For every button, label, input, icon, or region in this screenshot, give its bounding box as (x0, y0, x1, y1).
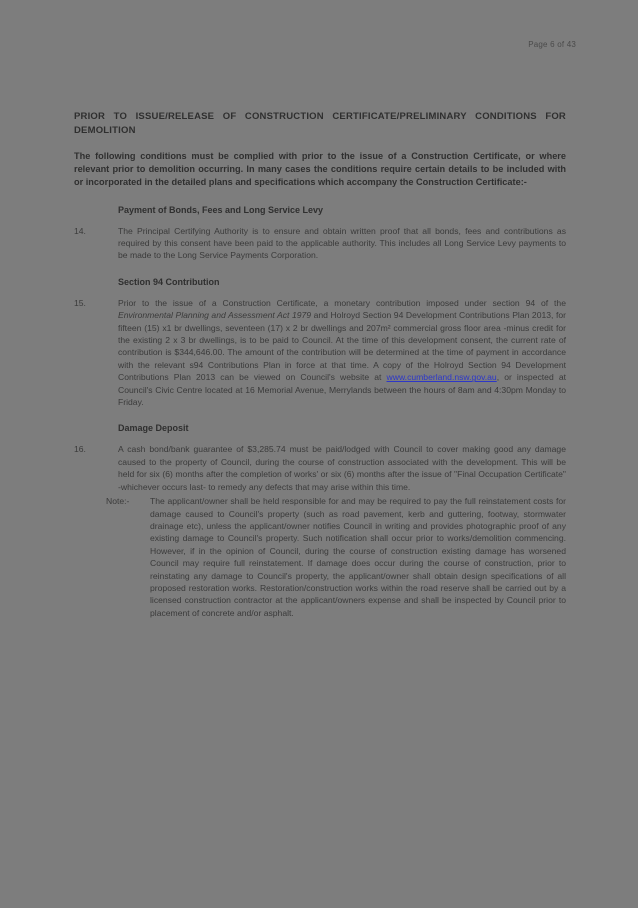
document-content (74, 110, 566, 633)
clause-15-text-part3: , or inspected at Council's Civic Centre located at 16 Memorial Avenue, Merrylands between the hours of 8am and 4:30pm Monday to Friday. (118, 372, 566, 408)
section-heading-section94: Section 94 Contribution (118, 276, 220, 287)
page-title: PRIOR TO ISSUE/RELEASE OF CONSTRUCTION CERTIFICATE/PRELIMINARY CONDITIONS FOR DEMOLITION (74, 111, 566, 136)
clause-15-number: 15. (74, 297, 86, 308)
intro-paragraph: The following conditions must be complied with prior to the issue of a Construction Certificate, or where relevant prior to demolition occurring. In many cases the conditions require certain details to be included with or incorporated in the detailed plans and specifications which accompany the Construction Certificate:- (74, 151, 566, 188)
clause-15-act-citation: Environmental Planning and Assessment Act 1979 (118, 310, 312, 321)
clause-16-note (106, 495, 566, 619)
clause-14-number: 14. (74, 225, 86, 236)
clause-15-text (118, 297, 566, 409)
clause-14-text: The Principal Certifying Authority is to ensure and obtain written proof that all bonds, fees and contributions as required by this consent have been paid to the applicable authority. This includes all Long Service Levy payments to be made to the Long Service Payments Corporation. (118, 225, 566, 261)
section-heading-bonds: Payment of Bonds, Fees and Long Service Levy (118, 204, 324, 215)
clause-15-text-part2: and Holroyd Section 94 Development Contributions Plan 2013, for fifteen (15) x1 br dwellings, seventeen (17) x 2 br dwellings and 207m² commercial gross floor area -minus credit for the existing 2 x 3 br dwellings, is to be paid to Council. At the time of this development consent, the current rate of contribution is $344,646.00. The amount of the contribution will be determined at the time of payment in accordance with the relevant s94 Contributions Plan in force at that time. A copy of the Holroyd Section 94 Development Contributions Plan 2013 can be viewed on Council's website at (118, 310, 566, 383)
clause-16 (74, 443, 566, 619)
council-website-link[interactable]: www.cumberland.nsw.gov.au (386, 372, 497, 383)
clause-15-text-part1: Prior to the issue of a Construction Certificate, a monetary contribution imposed under section 94 of the (118, 297, 566, 308)
clause-16-number: 16. (74, 444, 86, 455)
note-text: The applicant/owner shall be held responsible for and may be required to pay the full reinstatement costs for damage caused to Council's property (such as road pavement, kerb and guttering, footway, stormwater drainage etc), unless the applicant/owner notifies Council in writing and provides photographic proof of any existing damage to Council's property. Such notification shall occur prior to works/demolition commencing. However, if in the opinion of Council, during the course of construction existing damage has worsened Council may require full reinstatement. If damage does occur during the course of construction, prior to reinstating any damage to Council's property, the applicant/owner shall obtain design specifications of all proposed restoration works. Restoration/construction works within the road reserve shall be carried out by a licensed construction contractor at the applicant/owners expense and shall be inspected by Council prior to placement of concrete and/or asphalt. (150, 496, 566, 618)
clause-14 (74, 225, 566, 262)
clause-15 (74, 297, 566, 409)
clause-16-text: A cash bond/bank guarantee of $3,285.74 must be paid/lodged with Council to cover making good any damage caused to the property of Council, during the course of construction associated with the development. This will be held for six (6) months after the completion of works' or six (6) months after the issue of "Final Occupation Certificate" -whichever occurs last- to remedy any defects that may arise within this time. (118, 444, 566, 492)
note-label: Note:- (106, 496, 130, 507)
page-number: Page 6 of 43 (528, 40, 576, 49)
section-heading-damage-deposit: Damage Deposit (118, 423, 189, 434)
